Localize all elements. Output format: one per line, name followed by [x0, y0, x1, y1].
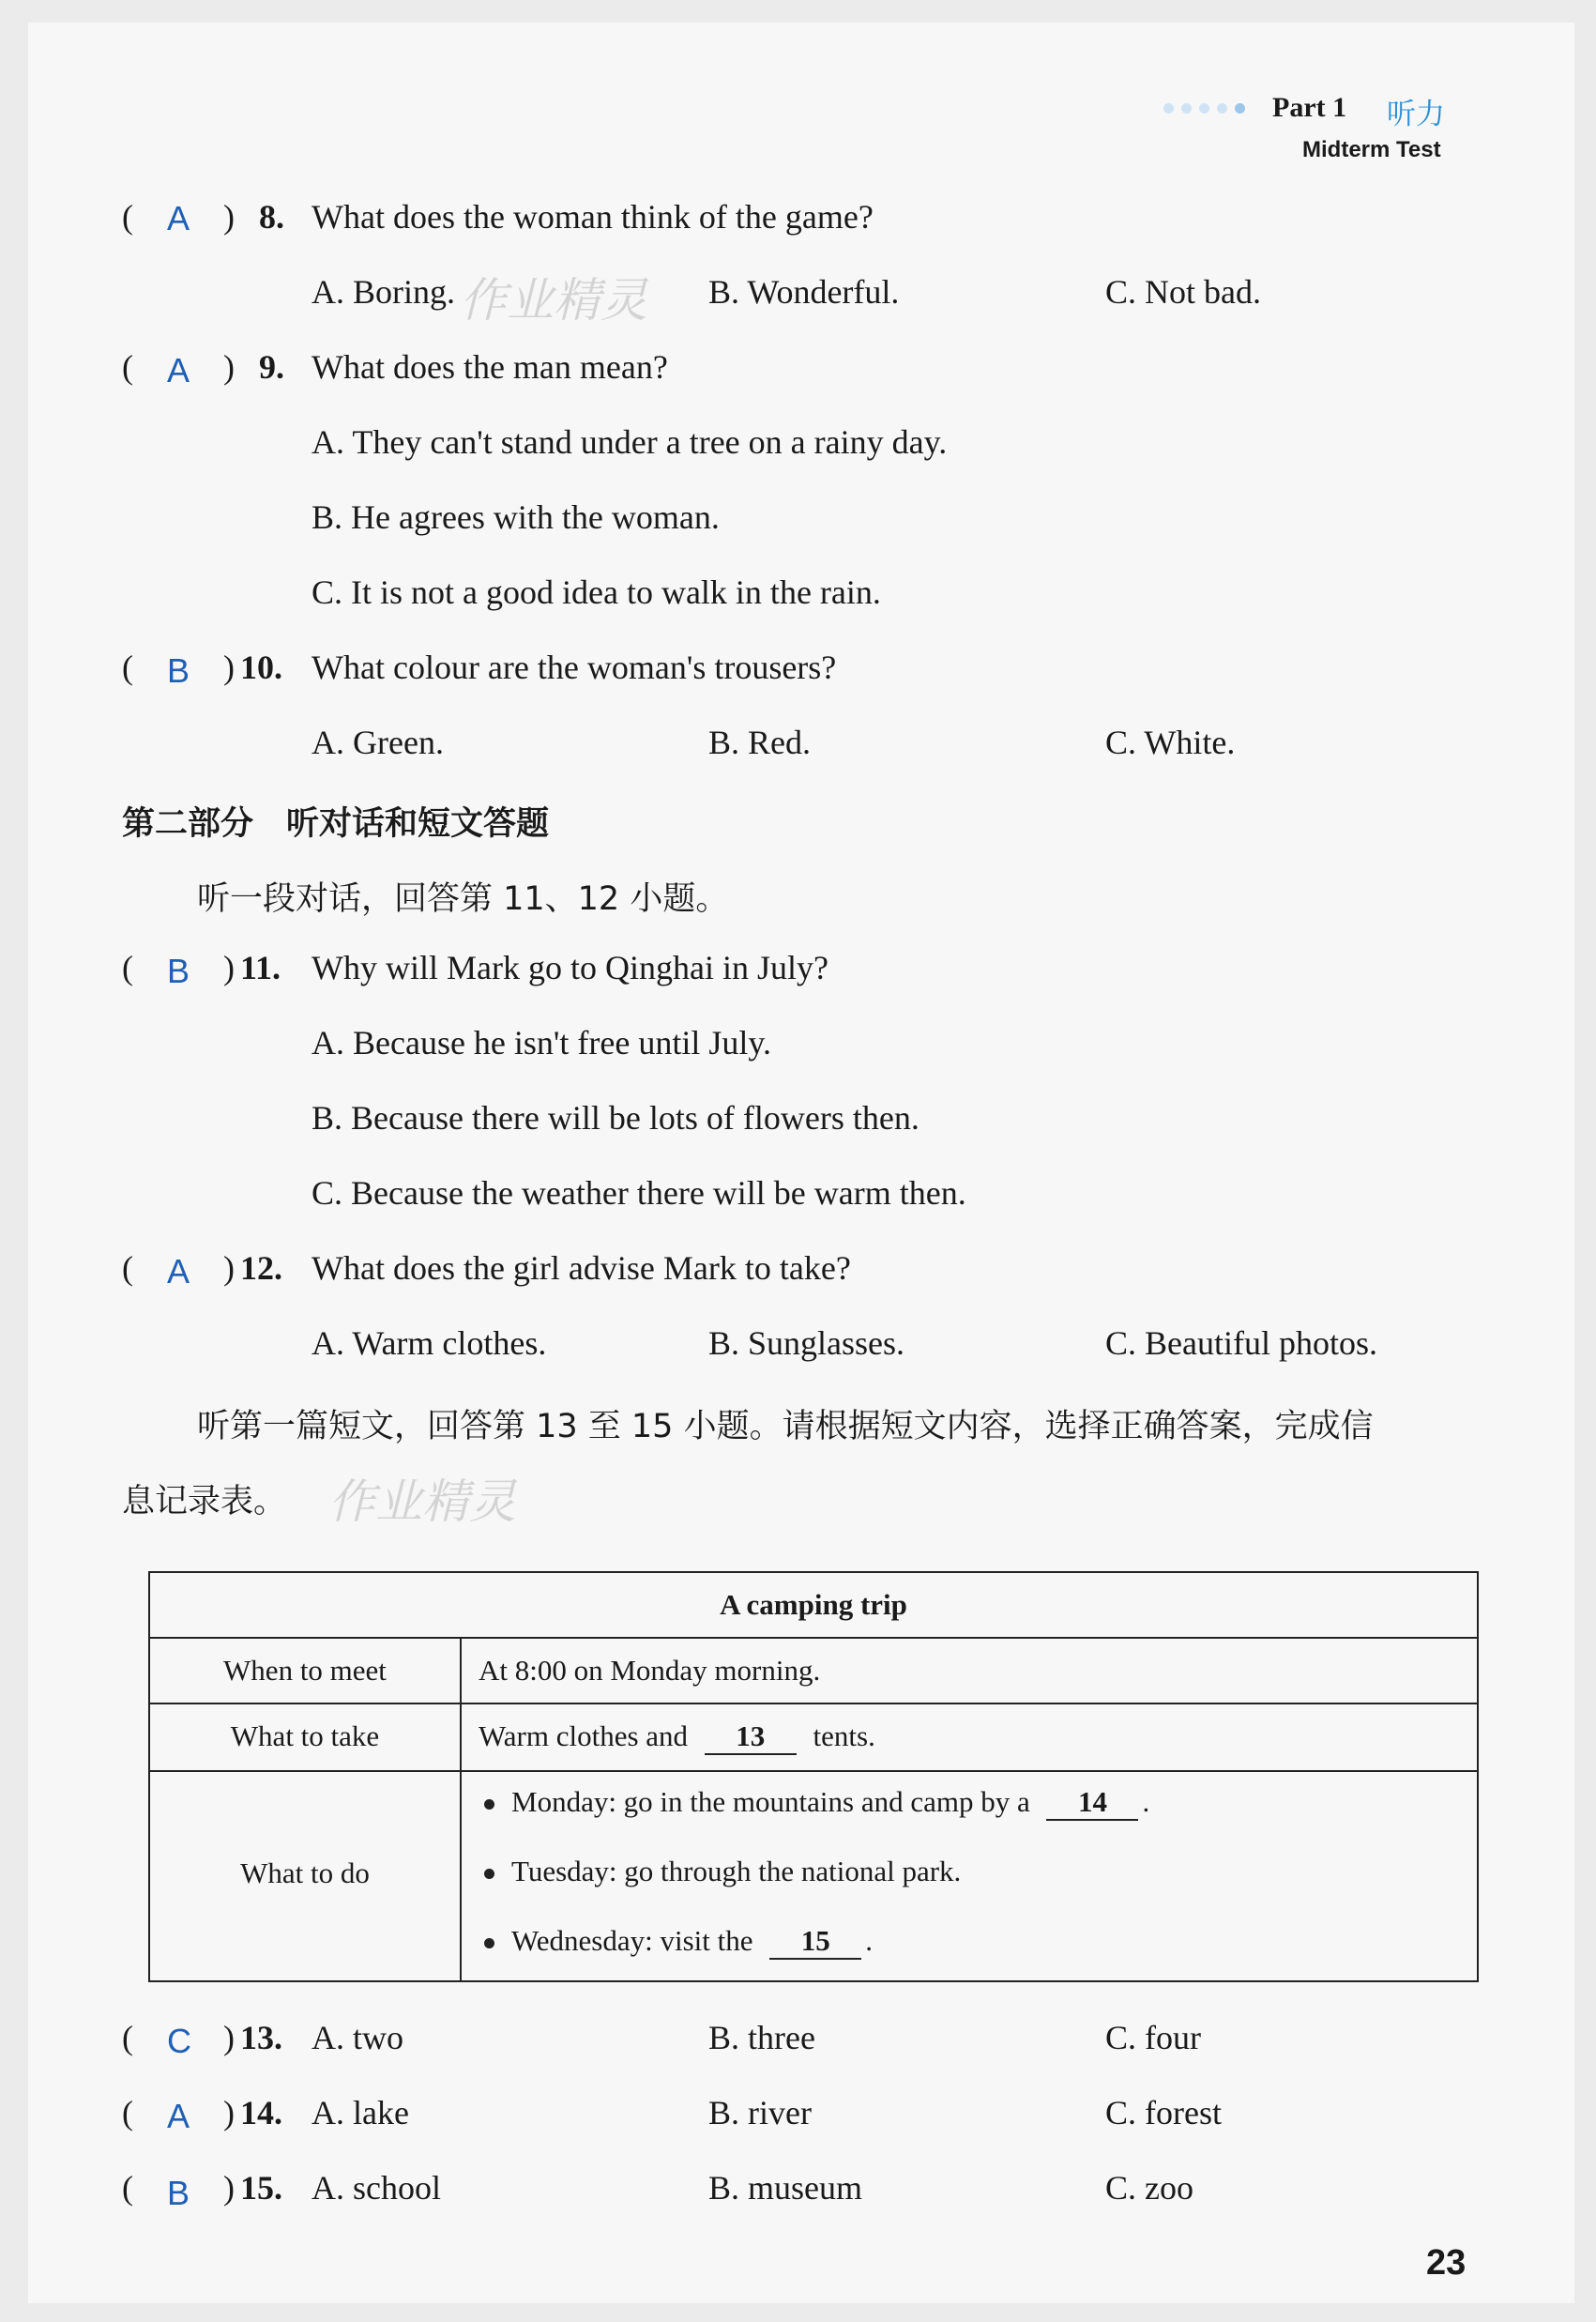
option-c: C. four — [1105, 2019, 1201, 2056]
option-c: C. White. — [1105, 724, 1236, 761]
monday-period: . — [1142, 1785, 1150, 1818]
answer-q10: B — [167, 651, 190, 690]
option-b: B. Red. — [708, 724, 812, 761]
monday-text: Monday: go in the mountains and camp by a — [511, 1785, 1030, 1818]
option-a: A. Because he isn't free until July. — [312, 1024, 772, 1062]
bullet-icon — [484, 1799, 494, 1810]
answer-q13: C — [167, 2022, 191, 2060]
option-a: A. two — [312, 2019, 403, 2056]
option-c: C. Not bad. — [1105, 273, 1261, 311]
option-a: A. Green. — [312, 724, 444, 761]
option-b: B. river — [708, 2094, 812, 2131]
paren-open: ( — [122, 949, 133, 986]
table-bullet-tuesday — [484, 1855, 961, 1888]
dot-icon — [1163, 103, 1174, 114]
question-number: 9. — [259, 348, 284, 386]
option-c: C. It is not a good idea to walk in the rain. — [312, 573, 881, 611]
question-text: What does the man mean? — [312, 348, 668, 386]
section-title: 第二部分 听对话和短文答题 — [122, 805, 550, 843]
tuesday-text: Tuesday: go through the national park. — [511, 1855, 962, 1887]
option-b: B. He agrees with the woman. — [312, 498, 720, 536]
option-a: A. They can't stand under a tree on a rainy day. — [312, 423, 948, 461]
blank-13: 13 — [705, 1719, 797, 1755]
table-bullet-monday — [484, 1785, 1149, 1821]
paren-open: ( — [122, 2169, 133, 2207]
table-value-when: At 8:00 on Monday morning. — [479, 1654, 821, 1687]
table-value-take — [479, 1719, 875, 1755]
header-part-cn: 听力 — [1387, 98, 1445, 131]
table-label-when: When to meet — [223, 1654, 387, 1687]
paren-close: ) — [223, 198, 235, 236]
option-b: B. Because there will be lots of flowers then. — [312, 1099, 920, 1137]
blank-15: 15 — [769, 1924, 861, 1960]
answer-q8: A — [167, 199, 190, 237]
dot-icon — [1199, 103, 1209, 114]
passage-instruction-line2: 息记录表。 — [122, 1483, 287, 1520]
question-number: 11. — [240, 949, 281, 986]
answer-q9: A — [167, 351, 190, 390]
paren-close: ) — [223, 2094, 235, 2131]
bullet-icon — [484, 1938, 494, 1948]
table-title: A camping trip — [720, 1588, 907, 1621]
paren-open: ( — [122, 198, 133, 236]
watermark: 作业精灵 — [460, 273, 647, 328]
header-subtitle: Midterm Test — [1302, 137, 1441, 162]
paren-close: ) — [223, 348, 235, 386]
table-label-do: What to do — [240, 1856, 370, 1889]
option-a: A. Warm clothes. — [312, 1324, 547, 1362]
bullet-icon — [484, 1869, 494, 1879]
option-b: B. Wonderful. — [708, 273, 900, 311]
answer-q11: B — [167, 952, 190, 990]
wednesday-period: . — [865, 1924, 874, 1957]
page — [28, 23, 1574, 2303]
question-number: 15. — [240, 2169, 282, 2207]
answer-q12: A — [167, 1252, 190, 1291]
option-c: C. Beautiful photos. — [1105, 1324, 1377, 1362]
info-table — [148, 1571, 1479, 1982]
section-instruction: 听一段对话，回答第 11、12 小题。 — [197, 880, 729, 918]
passage-instruction-line1: 听第一篇短文，回答第 13 至 15 小题。请根据短文内容，选择正确答案，完成信 — [197, 1408, 1374, 1445]
header-part: Part 1 — [1272, 92, 1347, 123]
paren-close: ) — [223, 1249, 235, 1287]
option-a: A. Boring. — [312, 273, 455, 311]
answer-q15: B — [167, 2174, 190, 2212]
blank-14: 14 — [1046, 1785, 1138, 1821]
question-number: 8. — [259, 198, 284, 236]
question-text: What does the woman think of the game? — [312, 198, 874, 236]
paren-open: ( — [122, 1249, 133, 1287]
answer-q14: A — [167, 2097, 190, 2135]
paren-close: ) — [223, 649, 235, 686]
option-b: B. museum — [708, 2169, 863, 2207]
paren-open: ( — [122, 2094, 133, 2131]
option-c: C. forest — [1105, 2094, 1222, 2131]
paren-close: ) — [223, 2169, 235, 2207]
table-label-take: What to take — [230, 1719, 380, 1752]
take-text-post: tents. — [813, 1719, 875, 1752]
dot-icon — [1217, 103, 1227, 114]
take-text: Warm clothes and — [479, 1719, 689, 1752]
option-a: A. lake — [312, 2094, 409, 2131]
header-dots — [1163, 103, 1245, 114]
paren-open: ( — [122, 348, 133, 386]
option-b: B. three — [708, 2019, 815, 2056]
option-c: C. zoo — [1105, 2169, 1193, 2207]
question-text: What does the girl advise Mark to take? — [312, 1249, 851, 1287]
page-number: 23 — [1426, 2243, 1467, 2283]
paren-close: ) — [223, 949, 235, 986]
paren-close: ) — [223, 2019, 235, 2056]
watermark: 作业精灵 — [328, 1474, 516, 1529]
dot-icon — [1235, 103, 1245, 114]
question-number: 14. — [240, 2094, 282, 2131]
paren-open: ( — [122, 2019, 133, 2056]
question-number: 12. — [240, 1249, 282, 1287]
option-b: B. Sunglasses. — [708, 1324, 905, 1362]
question-text: What colour are the woman's trousers? — [312, 649, 837, 686]
table-bullet-wednesday — [484, 1924, 873, 1960]
question-text: Why will Mark go to Qinghai in July? — [312, 949, 828, 986]
question-number: 10. — [240, 649, 282, 686]
question-number: 13. — [240, 2019, 282, 2056]
option-a: A. school — [312, 2169, 441, 2207]
paren-open: ( — [122, 649, 133, 686]
dot-icon — [1181, 103, 1192, 114]
option-c: C. Because the weather there will be warm then. — [312, 1174, 966, 1212]
wednesday-text: Wednesday: visit the — [511, 1924, 753, 1957]
